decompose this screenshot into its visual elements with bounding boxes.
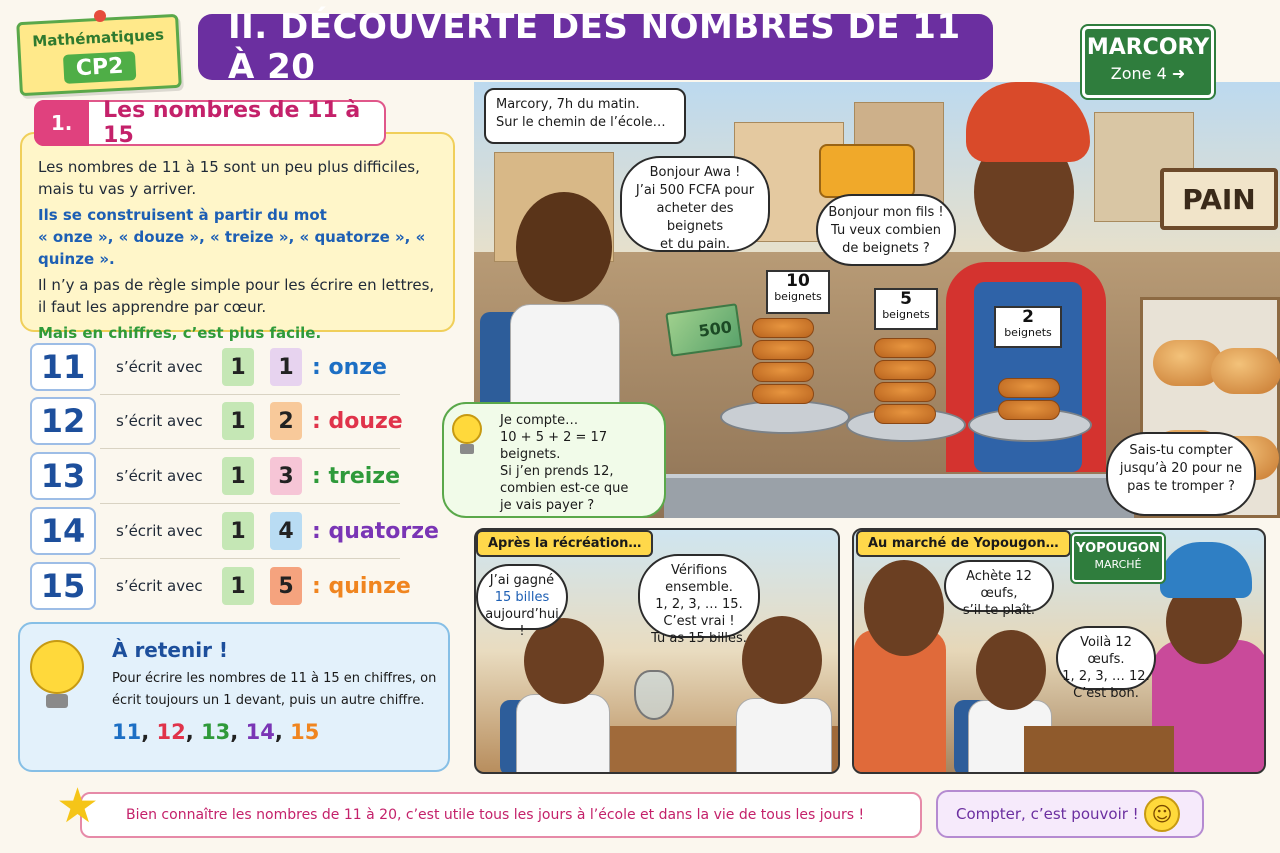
- bubble-line: C’est vrai !: [663, 614, 735, 629]
- price-tag: [874, 288, 938, 330]
- ecrit-label: s’écrit avec: [116, 577, 203, 595]
- number-value: 12: [30, 397, 96, 445]
- bubble-line: Tu veux combien: [831, 223, 941, 238]
- page-title: II. DÉCOUVERTE DES NOMBRES DE 11 À 20: [198, 14, 993, 80]
- digit-units: 1: [270, 348, 302, 386]
- ecrit-label: s’écrit avec: [116, 412, 203, 430]
- eggs-count-bubble: [1056, 626, 1156, 701]
- bubble-line: jusqu’à 20 pour ne: [1119, 461, 1243, 476]
- motto-text: Compter, c’est pouvoir !: [956, 805, 1139, 823]
- bubble-line: Sais-tu compter: [1129, 443, 1233, 458]
- number-word: : douze: [312, 408, 403, 434]
- banknote: 500: [665, 303, 742, 357]
- intro-p2a: Ils se construisent à partir du mot: [38, 206, 327, 224]
- number-value: 14: [30, 507, 96, 555]
- digit-tens: 1: [222, 457, 254, 495]
- caption-line: Marcory, 7h du matin.: [496, 97, 640, 112]
- lightbulb-base: [460, 444, 474, 454]
- retenir-sequence: 11, 12, 13, 14, 15: [112, 720, 320, 744]
- retenir-box: [18, 622, 450, 772]
- ecrit-label: s’écrit avec: [116, 358, 203, 376]
- recess-panel-label: Après la récréation…: [476, 530, 653, 557]
- digit-tens: 1: [222, 348, 254, 386]
- number-row: [30, 561, 450, 611]
- donut-stack-10: [752, 318, 814, 406]
- intro-box: [20, 132, 455, 342]
- bubble-line: de beignets ?: [842, 241, 930, 256]
- sequence-number: 14: [245, 720, 275, 744]
- boy-head: [516, 192, 612, 302]
- ecrit-label: s’écrit avec: [116, 467, 203, 485]
- market-panel-label: Au marché de Yopougon…: [856, 530, 1071, 557]
- boy-shirt: [510, 304, 620, 404]
- man-head: [864, 560, 944, 656]
- digit-units: 2: [270, 402, 302, 440]
- retenir-body: Pour écrire les nombres de 11 à 15 en chiffres, on écrit toujours un 1 devant, puis un autre chiffre.: [112, 671, 437, 708]
- bubble-line: 15 billes: [494, 590, 550, 605]
- section-number: 1.: [34, 100, 89, 146]
- footer-message: Bien connaître les nombres de 11 à 20, c’est utile tous les jours à l’école et dans la vie de tous les jours !: [80, 792, 922, 838]
- street-sign: [1082, 26, 1214, 98]
- tag-word: beignets: [774, 290, 822, 303]
- star-icon: ★: [56, 778, 100, 834]
- digit-units: 5: [270, 567, 302, 605]
- bubble-line: Tu as 15 billes.: [651, 631, 747, 646]
- row-divider: [100, 558, 400, 559]
- sequence-number: 11: [112, 720, 142, 744]
- retenir-title: À retenir !: [112, 638, 229, 662]
- number-word: : onze: [312, 354, 387, 380]
- vendor-speech-bubble: [816, 194, 956, 266]
- number-word: : treize: [312, 463, 401, 489]
- donut-stack-5: [874, 338, 936, 426]
- digit-tens: 1: [222, 402, 254, 440]
- marbles-bag: [634, 670, 674, 720]
- bubble-line: Achète 12 œufs,: [966, 569, 1032, 601]
- bubble-line: Bonjour Awa !: [649, 165, 741, 180]
- yopougon-sign: [1072, 534, 1164, 582]
- pin-icon: [94, 10, 106, 22]
- sign-line: MARCHÉ: [1094, 558, 1142, 571]
- bubble-line: acheter des beignets: [656, 201, 734, 234]
- bubble-line: aujourd’hui !: [485, 607, 559, 639]
- number-row: [30, 451, 450, 501]
- price-tag: [766, 270, 830, 314]
- bubble-line: pas te tromper ?: [1127, 479, 1235, 494]
- row-divider: [100, 503, 400, 504]
- number-row: [30, 396, 450, 446]
- tag-number: 5: [900, 289, 912, 309]
- section-title: [34, 100, 386, 146]
- bubble-line: je vais payer ?: [500, 498, 595, 513]
- bread: [1211, 348, 1280, 394]
- sequence-number: 12: [156, 720, 186, 744]
- tag-word: beignets: [882, 308, 930, 321]
- row-divider: [100, 394, 400, 395]
- subject-badge: [16, 14, 182, 96]
- scene-caption: [484, 88, 686, 144]
- woman-headwrap: [1160, 542, 1252, 598]
- intro-p2b: « onze », « douze », « treize », « quatorze », « quinze ».: [38, 228, 426, 268]
- digit-tens: 1: [222, 567, 254, 605]
- ecrit-label: s’écrit avec: [116, 522, 203, 540]
- bubble-line: combien est-ce que: [500, 481, 629, 496]
- egg-crate: [1024, 726, 1174, 774]
- lightbulb-mascot-base: [46, 694, 68, 708]
- boy-head: [976, 630, 1046, 710]
- bubble-line: 1, 2, 3, … 15.: [655, 597, 743, 612]
- digit-tens: 1: [222, 512, 254, 550]
- bubble-line: 10 + 5 + 2 = 17 beignets.: [500, 430, 608, 462]
- number-row: [30, 342, 450, 392]
- intro-p4: Mais en chiffres, c’est plus facile.: [38, 324, 322, 342]
- tag-number: 2: [1022, 307, 1034, 327]
- number-value: 15: [30, 562, 96, 610]
- bubble-line: s’il te plaît.: [962, 603, 1036, 618]
- street-sign-zone: Zone 4 ➜: [1110, 64, 1186, 83]
- bubble-line: 1, 2, 3, … 12.: [1062, 669, 1150, 684]
- bubble-line: C’est bon.: [1073, 686, 1139, 701]
- bubble-line: Vérifions ensemble.: [665, 563, 733, 595]
- bubble-line: J’ai 500 FCFA pour: [635, 183, 755, 198]
- row-divider: [100, 448, 400, 449]
- caption-line: Sur le chemin de l’école…: [496, 115, 666, 130]
- price-tag: [994, 306, 1062, 348]
- digit-units: 4: [270, 512, 302, 550]
- sign-line: YOPOUGON: [1076, 541, 1160, 556]
- boy-head: [742, 616, 822, 704]
- bread-sign: PAIN: [1160, 168, 1278, 230]
- intro-p1: Les nombres de 11 à 15 sont un peu plus difficiles, mais tu vas y arriver.: [38, 158, 420, 198]
- bubble-line: Bonjour mon fils !: [828, 205, 944, 220]
- tag-word: beignets: [1004, 326, 1052, 339]
- number-value: 13: [30, 452, 96, 500]
- marbles-bubble: [476, 564, 568, 639]
- bus: [819, 144, 915, 198]
- number-row: [30, 506, 450, 556]
- eggs-request-bubble: [944, 560, 1054, 618]
- sequence-number: 13: [201, 720, 231, 744]
- boy-shirt: [736, 698, 832, 774]
- question-bubble: [1106, 432, 1256, 516]
- lightbulb-icon: [452, 414, 482, 444]
- lightbulb-mascot-icon: [30, 640, 84, 694]
- bubble-line: et du pain.: [659, 237, 731, 252]
- number-word: : quinze: [312, 573, 411, 599]
- verify-bubble: [638, 554, 760, 646]
- smiley-icon: ☺: [1144, 796, 1180, 832]
- intro-p3: Il n’y a pas de règle simple pour les écrire en lettres, il faut les apprendre par cœur.: [38, 276, 435, 316]
- level-label: CP2: [63, 51, 136, 84]
- bubble-line: Voilà 12 œufs.: [1080, 635, 1132, 667]
- subject-label: Mathématiques: [31, 25, 165, 51]
- bubble-line: Je compte…: [500, 413, 579, 428]
- street-sign-name: MARCORY: [1086, 35, 1210, 60]
- sequence-number: 15: [290, 720, 320, 744]
- boy-speech-bubble: [620, 156, 770, 252]
- tag-number: 10: [786, 271, 810, 291]
- number-word: : quatorze: [312, 518, 439, 544]
- digit-units: 3: [270, 457, 302, 495]
- boy-shirt: [516, 694, 610, 774]
- bubble-line: J’ai gagné: [489, 573, 555, 588]
- section-title-text: Les nombres de 11 à 15: [103, 98, 361, 148]
- donut-stack-2: [998, 378, 1060, 422]
- bubble-line: Si j’en prends 12,: [500, 464, 614, 479]
- counter: [664, 474, 1134, 518]
- number-value: 11: [30, 343, 96, 391]
